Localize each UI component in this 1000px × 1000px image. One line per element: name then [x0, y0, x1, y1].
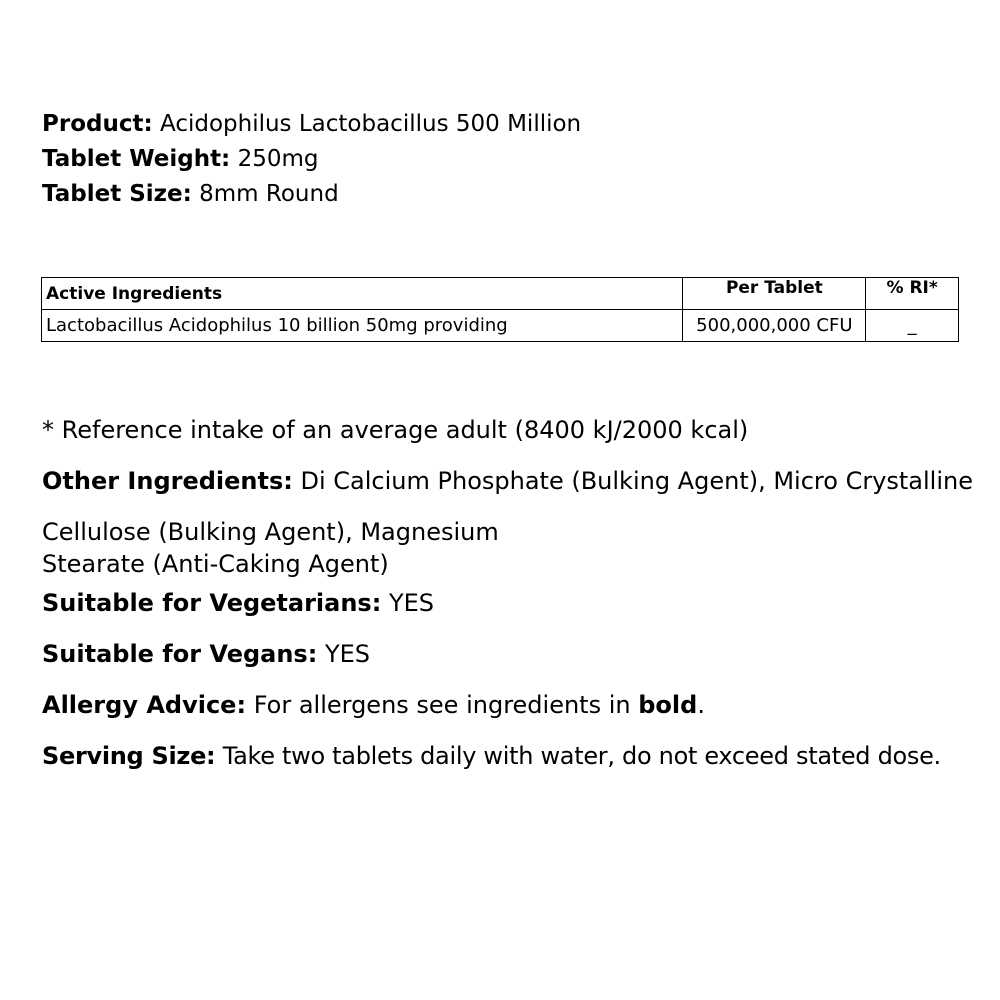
reference-intake-footnote: * Reference intake of an average adult (8400 kJ/2000 kcal) [42, 416, 749, 444]
tablet-size-value: 8mm Round [199, 181, 339, 207]
allergy-label: Allergy Advice: [42, 691, 247, 719]
cell-ingredient-name: Lactobacillus Acidophilus 10 billion 50mg providing [42, 310, 683, 342]
table-header-row [42, 278, 959, 310]
vegans-line [42, 639, 370, 669]
product-line [42, 110, 581, 138]
ingredients-table [41, 277, 959, 342]
serving-value: Take two tablets daily with water, do not exceed stated dose. [222, 742, 941, 770]
other-ingredients-text-2: Cellulose (Bulking Agent), Magnesium [42, 518, 499, 546]
allergy-value: For allergens see ingredients in [253, 691, 631, 719]
other-ingredients-text-3: Stearate (Anti-Caking Agent) [42, 550, 389, 578]
header-active-ingredients: Active Ingredients [42, 278, 683, 310]
allergy-bold-word: bold [638, 691, 698, 719]
header-per-tablet: Per Tablet [683, 278, 866, 310]
serving-line [42, 741, 941, 771]
vegetarians-value: YES [388, 589, 435, 617]
cell-percent-ri: _ [866, 310, 959, 342]
serving-label: Serving Size: [42, 742, 216, 770]
tablet-weight-line [42, 145, 318, 173]
vegetarians-line [42, 588, 434, 618]
product-value: Acidophilus Lactobacillus 500 Million [159, 111, 582, 137]
vegans-label: Suitable for Vegans: [42, 640, 318, 668]
header-percent-ri: % RI* [866, 278, 959, 310]
other-ingredients-text-1: Di Calcium Phosphate (Bulking Agent), Micro Crystalline [300, 467, 973, 495]
product-label: Product: [42, 111, 153, 137]
vegetarians-label: Suitable for Vegetarians: [42, 589, 382, 617]
table-row [42, 310, 959, 342]
other-ingredients-label: Other Ingredients: [42, 467, 293, 495]
tablet-size-line [42, 180, 339, 208]
tablet-size-label: Tablet Size: [42, 181, 192, 207]
tablet-weight-label: Tablet Weight: [42, 146, 231, 172]
allergy-end: . [697, 691, 705, 719]
allergy-line [42, 690, 705, 720]
cell-per-tablet: 500,000,000 CFU [683, 310, 866, 342]
tablet-weight-value: 250mg [237, 146, 319, 172]
other-ingredients-line1 [42, 466, 973, 496]
vegans-value: YES [324, 640, 371, 668]
